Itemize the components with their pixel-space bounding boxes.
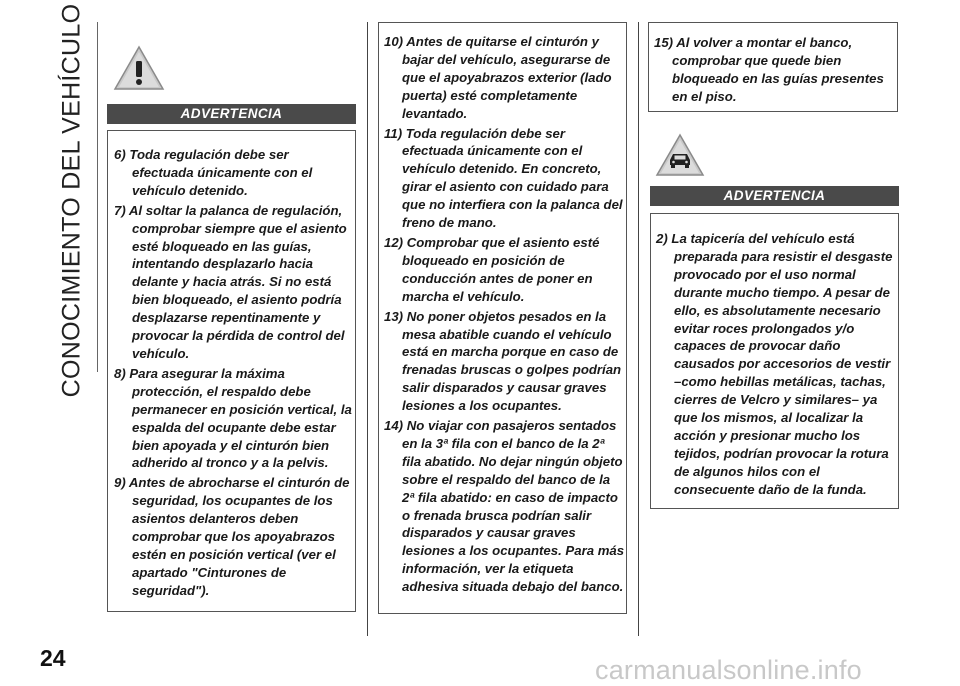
exclamation-triangle-icon [113, 44, 165, 92]
warning-list-left [114, 146, 353, 602]
column-divider-2 [638, 22, 639, 636]
warning-item-15: 15) Al volver a montar el banco, comprobar que quede bien bloqueado en las guías presentes en el piso. [654, 35, 884, 104]
warning-item-13: 13) No poner objetos pesados en la mesa abatible cuando el vehículo está en marcha porque en caso de frenadas bruscas o golpes podrían salir disparados y causar graves lesiones a los ocupantes. [384, 308, 622, 414]
warning-heading-right: ADVERTENCIA [650, 186, 899, 206]
warning-item-14: 14) No viajar con pasajeros sentados en la 3ª fila con el banco de la 2ª fila abatido. No dejar ningún objeto sobre el respaldo del banco de la 2ª fila abatido: en caso de impacto o frenada brusca podrían salir disparados y causar graves lesiones a los ocupantes. Para más información, ver la etiqueta adhesiva situada debajo del banco. [384, 418, 625, 595]
warning-heading-left: ADVERTENCIA [107, 104, 356, 124]
page-number: 24 [40, 645, 66, 671]
warning-item-11: 11) Toda regulación debe ser efectuada únicamente con el vehículo detenido. En concreto, girar el asiento con cuidado para que no interfiera con la palanca del freno de mano. [384, 125, 623, 231]
warning-list-right [656, 230, 896, 501]
warning-item-8: 8) Para asegurar la máxima protección, el respaldo debe permanecer en posición vertical, la espalda del ocupante debe estar bien apoyada y el cinturón bien adherido al tronco y a la pelvis. [114, 365, 352, 471]
warning-list-middle [384, 33, 625, 598]
warning-item-7: 7) Al soltar la palanca de regulación, comprobar siempre que el asiento esté bloqueado en las guías, intentando desplazarlo hacia delante y hacia atrás. Si no está bien bloqueado, el asiento podría desplazarse repentinamente y provocar la pérdida de control del vehículo. [114, 202, 347, 361]
warning-item-10: 10) Antes de quitarse el cinturón y bajar del vehículo, asegurarse de que el apoyabrazos exterior (lado puerta) esté completamente levantado. [384, 34, 612, 121]
watermark: carmanualsonline.info [595, 655, 862, 685]
section-title-rule [97, 22, 98, 372]
section-title-text: CONOCIMIENTO DEL VEHÍCULO [57, 3, 86, 397]
car-warning-icon [655, 132, 705, 178]
warning-item-9: 9) Antes de abrocharse el cinturón de seguridad, los ocupantes de los asientos delanteros deben comprobar que los apoyabrazos estén en posición vertical (ver el apartado "Cinturones de seguridad"). [114, 475, 350, 598]
warning-item-2: 2) La tapicería del vehículo está preparada para resistir el desgaste provocado por el uso normal durante mucho tiempo. A pesar de ello, es absolutamente necesario evitar roces prolongados y/o capaces de provocar daño causados por accesorios de vestir –como hebillas metálicas, tachas, cierres de Velcro y similares– ya que los mismos, al localizar la acción y presionar mucho los tejidos, podrían provocar la rotura de algunos hilos con el consecuente daño de la funda. [656, 231, 893, 497]
warning-item-6: 6) Toda regulación debe ser efectuada únicamente con el vehículo detenido. [114, 147, 313, 198]
warning-item-12: 12) Comprobar que el asiento esté bloqueado en posición de conducción antes de poner en marcha el vehículo. [384, 234, 600, 304]
column-divider-1 [367, 22, 368, 636]
section-title [52, 3, 92, 397]
warning-list-right-top [654, 34, 896, 108]
